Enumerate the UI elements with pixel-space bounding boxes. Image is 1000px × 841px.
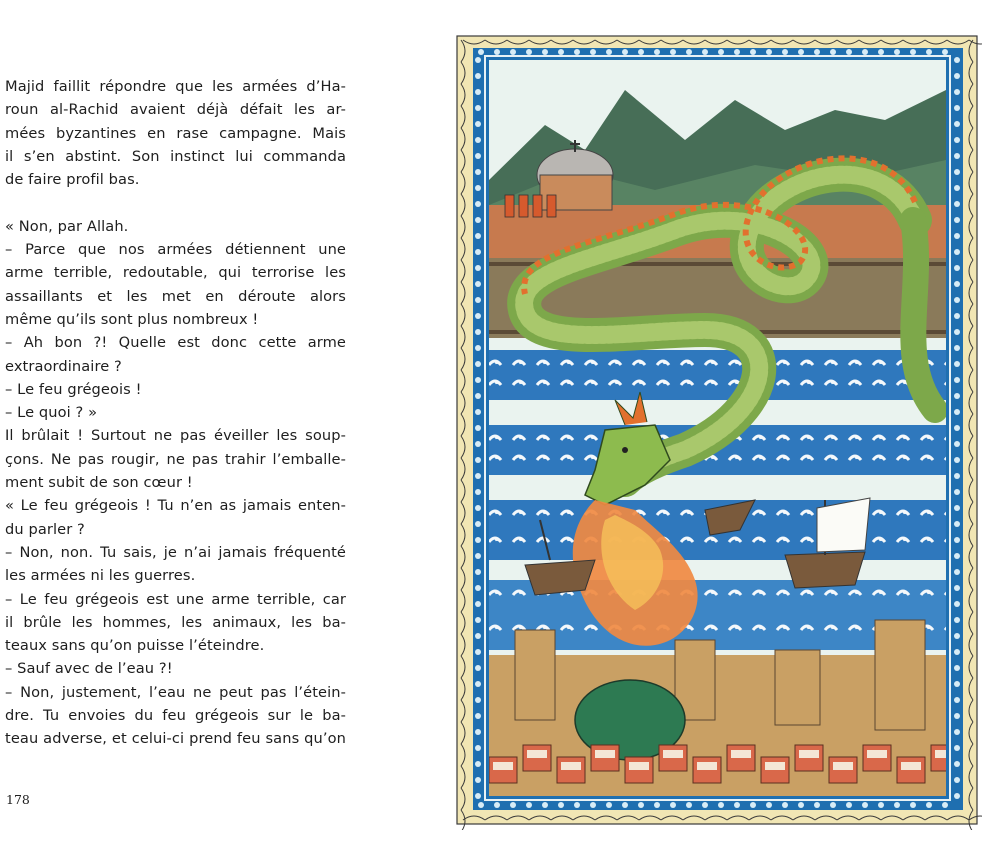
dragon-illustration [455,30,982,830]
scene [489,60,959,796]
text-line: mées byzantines en rase campagne. Mais [5,124,346,142]
text-line: Majid faillit répondre que les armées d’Ha- [5,78,346,95]
text-line: dre. Tu envoies du feu grégeois sur le ba- [5,707,346,725]
text-line: – Le feu grégeois est une arme terrible, car [5,590,346,608]
text-line: ment subit de son cœur ! [5,474,193,492]
text-line: il s’en abstint. Son instinct lui commanda [5,147,346,165]
text-line: extraordinaire ? [5,357,122,375]
text-line: çons. Ne pas rougir, ne pas trahir l’emballe- [5,450,346,468]
sea [489,350,957,650]
text-line: du parler ? [5,520,85,538]
text-line: – Le quoi ? » [5,404,98,422]
text-line: teau adverse, et celui-ci prend feu sans qu’on [5,730,346,748]
text-line: roun al-Rachid avaient déjà défait les ar- [5,101,346,119]
text-line: assaillants et les met en déroute alors [5,287,346,305]
text-line: – Non, justement, l’eau ne peut pas l’étein- [5,683,346,701]
text-line: les armées ni les guerres. [5,567,196,585]
text-line: de faire profil bas. [5,171,140,189]
text-line: « Le feu grégeois ! Tu n’en as jamais enten- [5,497,346,515]
text-line: Il brûlait ! Surtout ne pas éveiller les soup- [5,427,346,445]
page-number: 178 [6,792,30,807]
text-line: teaux sans qu’on puisse l’éteindre. [5,637,265,655]
text-line: – Le feu grégeois ! [5,380,142,398]
text-line [5,191,346,214]
text-line: « Non, par Allah. [5,217,129,235]
body-text [5,75,346,751]
text-line: il brûle les hommes, les animaux, les ba- [5,613,346,631]
text-line: – Ah bon ?! Quelle est donc cette arme [5,334,346,352]
text-line: même qu’ils sont plus nombreux ! [5,310,259,328]
left-page [0,0,440,841]
text-line: – Non, non. Tu sais, je n’ai jamais fréquenté [5,543,346,561]
text-line: arme terrible, redoutable, qui terrorise les [5,264,346,282]
text-line: – Parce que nos armées détiennent une [5,241,346,259]
text-line: – Sauf avec de l’eau ?! [5,660,173,678]
